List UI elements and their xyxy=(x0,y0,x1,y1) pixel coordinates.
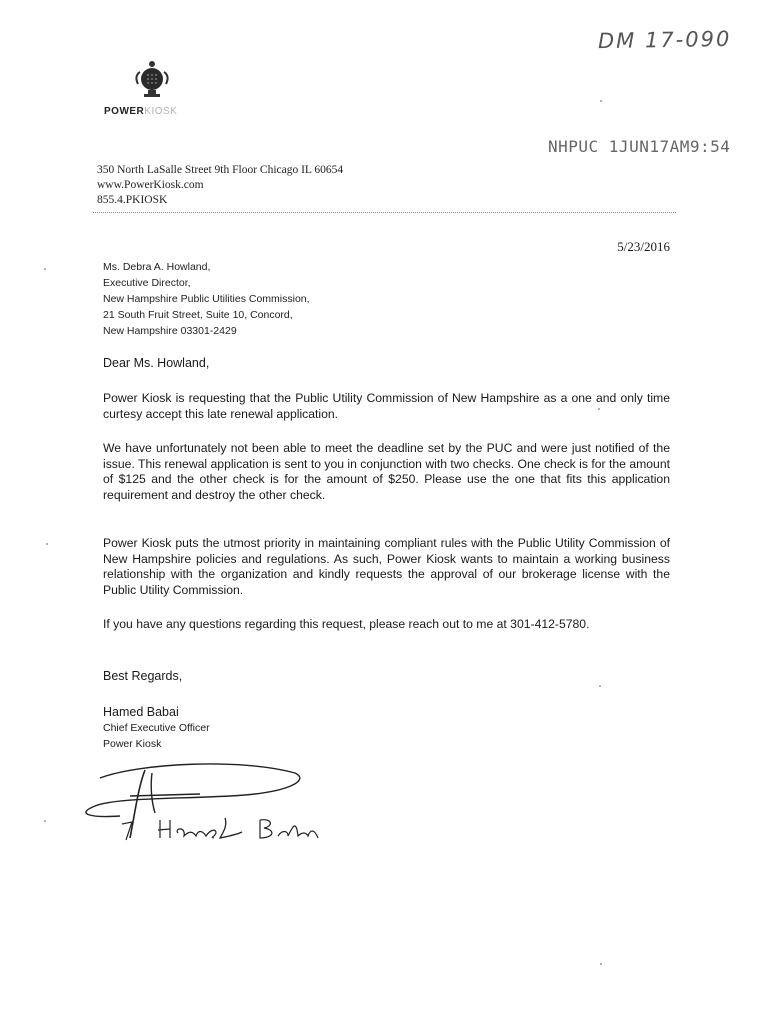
recipient-line: Executive Director, xyxy=(103,277,191,289)
letterhead-address: 350 North LaSalle Street 9th Floor Chicago IL 60654 xyxy=(97,164,344,176)
body-paragraph: If you have any questions regarding this request, please reach out to me at 301-412-5780. xyxy=(103,617,590,631)
closing: Best Regards, xyxy=(103,669,183,683)
body-paragraph: Power Kiosk is requesting that the Public Utility Commission of New Hampshire as a one and only time curtesy accept this late renewal application. xyxy=(103,391,670,421)
recipient-line: Ms. Debra A. Howland, xyxy=(103,261,211,273)
logo-power-text: POWER xyxy=(104,106,145,117)
signer-block xyxy=(103,704,210,752)
scan-speck xyxy=(46,543,48,545)
scan-speck xyxy=(44,820,46,822)
signer-name: Hamed Babai xyxy=(103,705,179,719)
body-paragraph: Power Kiosk puts the utmost priority in maintaining compliant rules with the Public Utility Commission of New Hampshire policies and regulations. As such, Power Kiosk wants to maintain a working business relationship with the organization and kindly requests the approval of our brokerage license with the Public Utility Commission. xyxy=(103,536,670,597)
docket-number: DM 17-090 xyxy=(597,26,732,54)
logo-kiosk-text: KIOSK xyxy=(144,106,178,117)
scan-speck xyxy=(599,685,601,687)
signer-title: Chief Executive Officer xyxy=(103,722,210,734)
scan-speck xyxy=(598,408,600,410)
received-stamp: NHPUC 1JUN17AM9:54 xyxy=(548,137,731,156)
letterhead-phone: 855.4.PKIOSK xyxy=(97,194,168,206)
scan-speck xyxy=(600,100,602,102)
recipient-line: New Hampshire 03301-2429 xyxy=(103,325,237,337)
signer-company: Power Kiosk xyxy=(103,738,162,750)
handwritten-signature xyxy=(60,758,350,848)
logo-wordmark xyxy=(104,106,177,117)
scan-speck xyxy=(44,268,46,270)
letterhead-divider xyxy=(93,212,676,213)
letterhead-website: www.PowerKiosk.com xyxy=(97,179,204,191)
letterhead-contact xyxy=(97,163,343,208)
recipient-line: New Hampshire Public Utilities Commission, xyxy=(103,293,310,305)
kiosk-globe-icon xyxy=(122,56,182,106)
salutation: Dear Ms. Howland, xyxy=(103,356,210,370)
body-paragraph: We have unfortunately not been able to meet the deadline set by the PUC and were just notified of the issue. This renewal application is sent to you in conjunction with two checks. One check is for the amount of $125 and the other check is for the amount of $250. Please use the one that fits this application requirement and destroy the other check. xyxy=(103,441,670,502)
recipient-line: 21 South Fruit Street, Suite 10, Concord, xyxy=(103,309,293,321)
scan-speck xyxy=(600,963,602,965)
recipient-address xyxy=(103,259,310,339)
letter-date: 5/23/2016 xyxy=(617,239,670,254)
